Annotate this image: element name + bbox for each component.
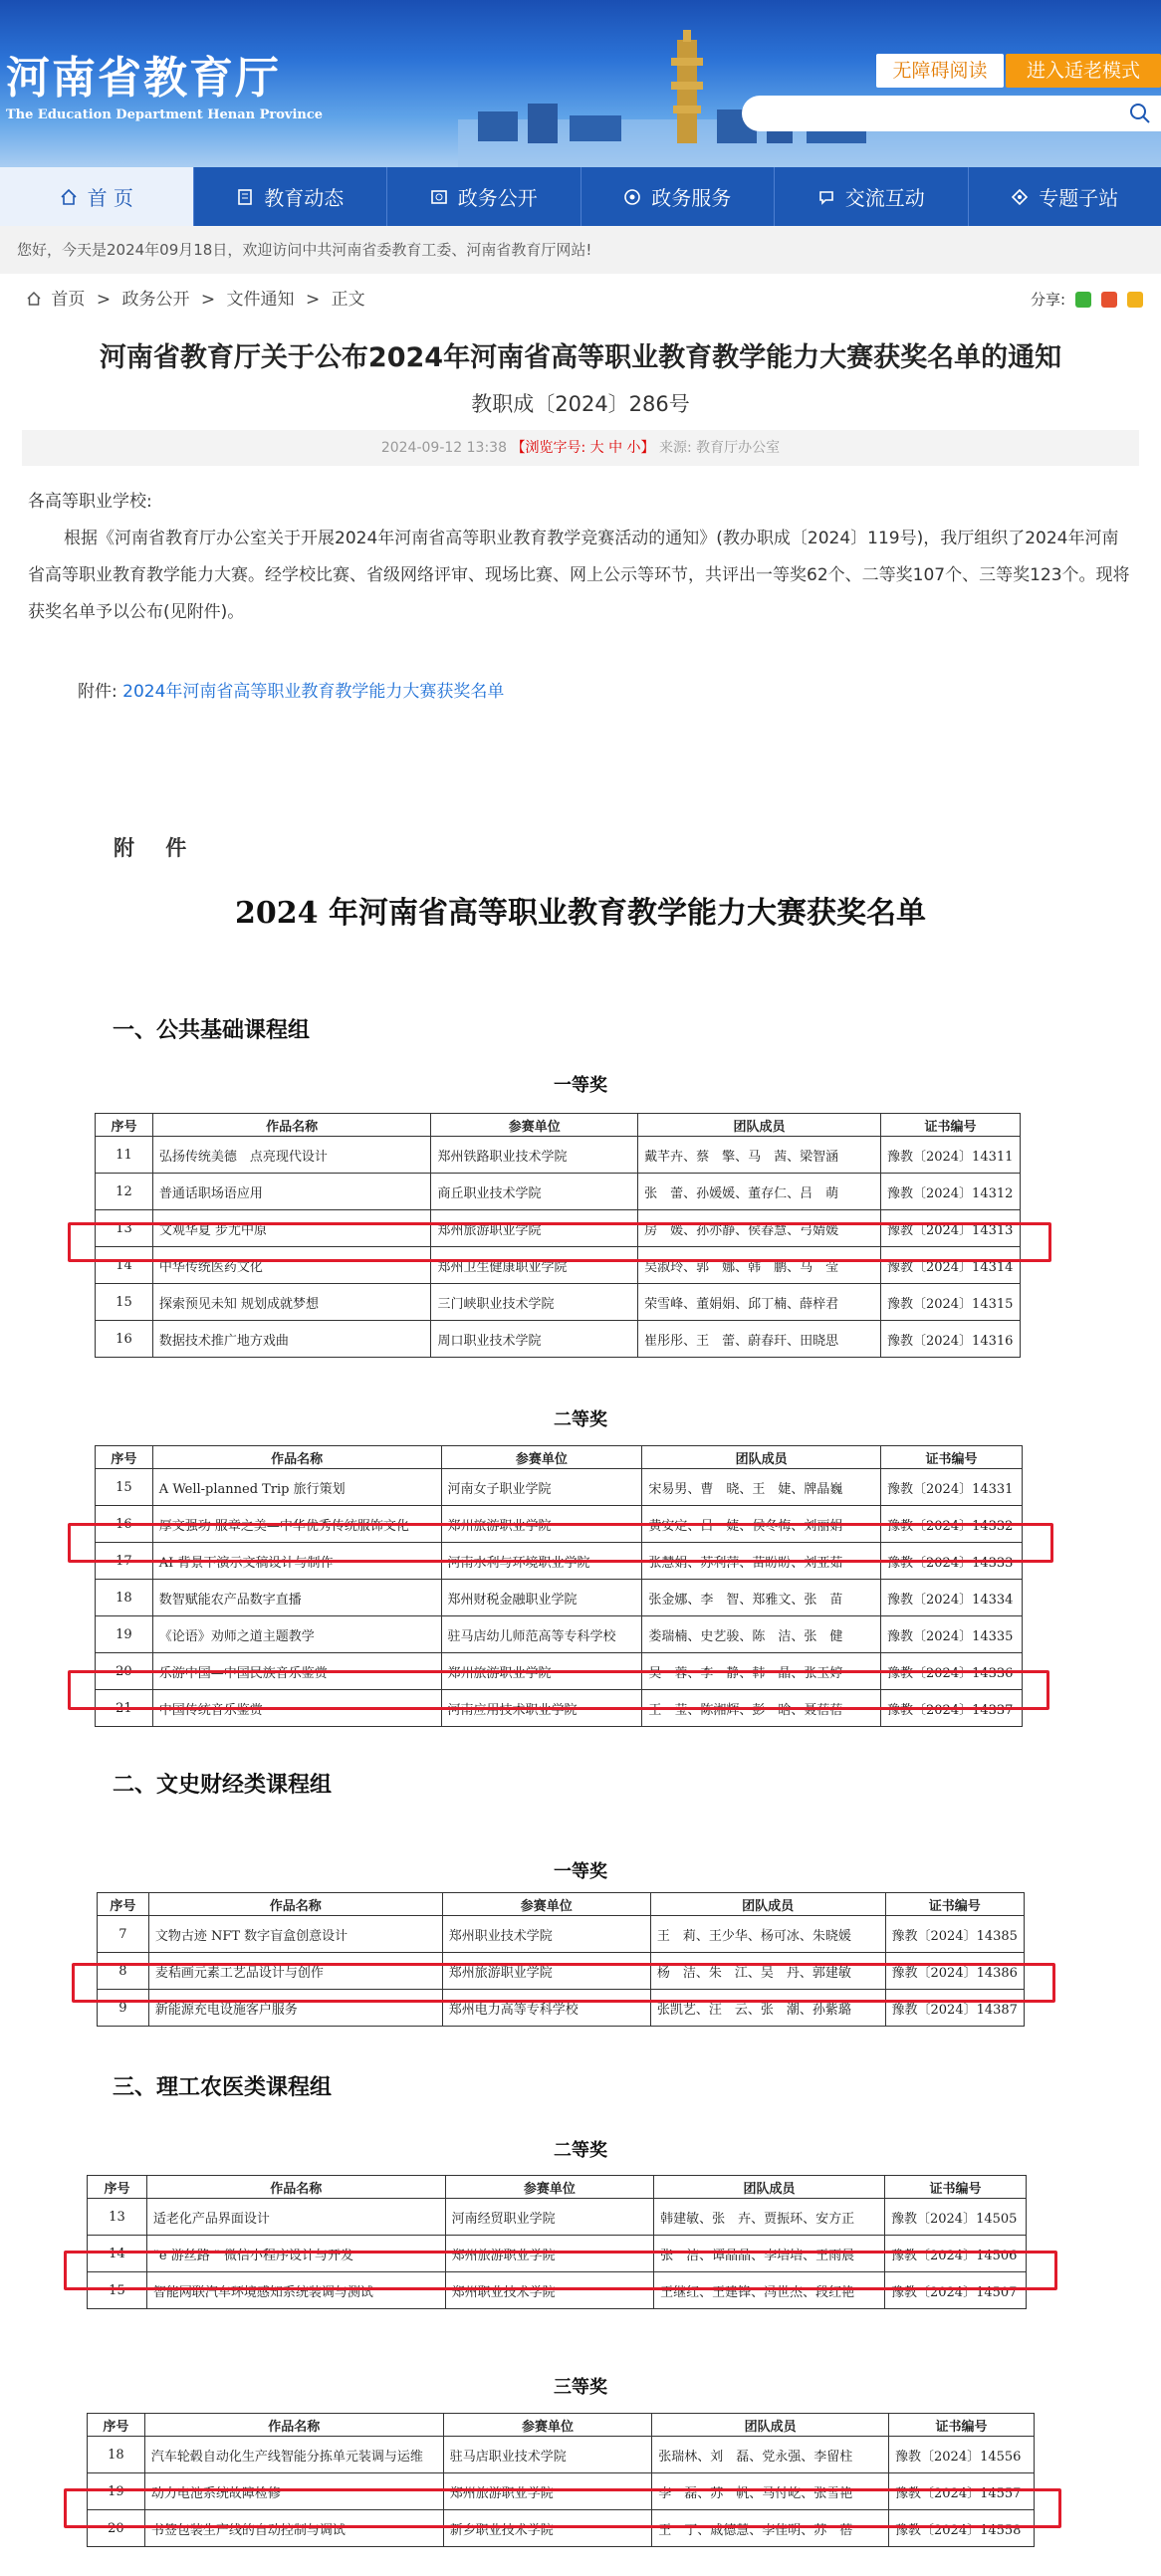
certificate-number: 豫教〔2024〕14312 <box>880 1174 1020 1210</box>
col-header: 证书编号 <box>880 1114 1020 1137</box>
work-title: 书签包装生产线的自动控制与调试 <box>144 2510 443 2547</box>
col-header: 序号 <box>96 1114 153 1137</box>
row-number: 21 <box>96 1690 153 1727</box>
institution: 郑州旅游职业学院 <box>445 2236 654 2272</box>
certificate-number: 豫教〔2024〕14336 <box>881 1653 1023 1690</box>
institution: 商丘职业技术学院 <box>431 1174 638 1210</box>
certificate-number: 豫教〔2024〕14337 <box>881 1690 1023 1727</box>
nav-label: 政务公开 <box>457 186 538 210</box>
section-title: 一、公共基础课程组 <box>113 1018 311 1043</box>
institution: 驻马店幼儿师范高等专科学校 <box>441 1616 642 1653</box>
team-members: 宋易男、曹 晓、王 婕、牌晶巍 <box>642 1469 881 1506</box>
team-members: 王 莉、王少华、杨可冰、朱晓媛 <box>650 1916 885 1953</box>
team-members: 吴 蓉、李 静、韩 晶、张玉婷 <box>642 1653 881 1690</box>
certificate-number: 豫教〔2024〕14385 <box>885 1916 1025 1953</box>
col-header: 作品名称 <box>152 1114 431 1137</box>
row-number: 15 <box>96 1284 153 1321</box>
certificate-number: 豫教〔2024〕14335 <box>881 1616 1023 1653</box>
work-title: 中国传统音乐鉴赏 <box>152 1690 441 1727</box>
row-number: 11 <box>96 1137 153 1174</box>
table-row <box>96 1469 1023 1506</box>
table-row <box>96 1616 1023 1653</box>
nav-topic-sites[interactable] <box>969 167 1161 226</box>
chat-icon <box>817 188 835 206</box>
row-number: 13 <box>88 2199 147 2236</box>
nav-home[interactable] <box>0 167 194 226</box>
work-title: AI 背景下演示文稿设计与制作 <box>152 1543 441 1580</box>
nav-gov-service[interactable] <box>581 167 776 226</box>
table-row <box>96 1284 1021 1321</box>
work-title: 数智赋能农产品数字直播 <box>152 1580 441 1616</box>
col-header: 参赛单位 <box>441 1446 642 1469</box>
certificate-number: 豫教〔2024〕14332 <box>881 1506 1023 1543</box>
institution: 郑州旅游职业学院 <box>431 1210 638 1247</box>
col-header: 参赛单位 <box>442 1893 650 1916</box>
certificate-number: 豫教〔2024〕14557 <box>889 2473 1035 2510</box>
col-header: 团队成员 <box>642 1446 881 1469</box>
work-title: 探索预见未知 规划成就梦想 <box>152 1284 431 1321</box>
breadcrumb-home[interactable]: 首页 <box>51 290 86 310</box>
share-bar <box>1031 274 1149 325</box>
team-members: 房 媛、孙亦静、侯春慧、弓婧媛 <box>638 1210 881 1247</box>
team-members: 王 莹、陈湘辉、彭 晗、聂蓓蓓 <box>642 1690 881 1727</box>
site-logo-subtitle: The Education Department Henan Province <box>6 107 324 122</box>
highlight-box <box>68 1222 1051 1262</box>
nav-label: 教育动态 <box>264 186 345 210</box>
institution: 郑州铁路职业技术学院 <box>431 1137 638 1174</box>
row-number: 20 <box>88 2510 145 2547</box>
team-members: 王 丁、戚德慧、李佳明、苏 蓓 <box>652 2510 889 2547</box>
team-members: 崔彤彤、王 蕾、蔚春玕、田晓思 <box>638 1321 881 1358</box>
institution: 郑州职业技术学院 <box>445 2272 654 2309</box>
col-header: 证书编号 <box>884 2176 1026 2199</box>
team-members: 王继红、王建锋、冯世杰、段红艳 <box>654 2272 885 2309</box>
nav-label: 首 页 <box>87 186 133 210</box>
nav-label: 专题子站 <box>1039 186 1119 210</box>
search-input[interactable] <box>742 96 1100 131</box>
accessible-reading-button[interactable]: 无障碍阅读 <box>876 54 1004 88</box>
document-number: 教职成〔2024〕286号 <box>471 392 690 416</box>
work-title: 数据技术推广地方戏曲 <box>152 1321 431 1358</box>
breadcrumb-separator: > <box>200 290 216 310</box>
certificate-number: 豫教〔2024〕14311 <box>880 1137 1020 1174</box>
section-title: 二、文史财经类课程组 <box>113 1773 333 1798</box>
row-number: 13 <box>96 1210 153 1247</box>
work-title: 文物古迹 NFT 数字盲盒创意设计 <box>148 1916 442 1953</box>
share-label: 分享: <box>1030 291 1065 309</box>
publish-date: 2024-09-12 13:38 <box>380 440 507 456</box>
row-number: 19 <box>88 2473 145 2510</box>
breadcrumb <box>0 274 1161 325</box>
nav-gov-affairs[interactable] <box>387 167 581 226</box>
row-number: 16 <box>96 1506 153 1543</box>
table-row <box>88 2199 1027 2236</box>
prize-heading: 三等奖 <box>554 2377 607 2398</box>
certificate-number: 豫教〔2024〕14331 <box>881 1469 1023 1506</box>
row-number: 16 <box>96 1321 153 1358</box>
table-row <box>96 1174 1021 1210</box>
table-row <box>96 1321 1021 1358</box>
col-header: 参赛单位 <box>445 2176 654 2199</box>
institution: 驻马店职业技术学院 <box>443 2437 651 2473</box>
col-header: 作品名称 <box>148 1893 442 1916</box>
attachment-line <box>0 677 1161 702</box>
certificate-number: 豫教〔2024〕14314 <box>880 1247 1020 1284</box>
row-number: 19 <box>96 1616 153 1653</box>
certificate-number: 豫教〔2024〕14386 <box>885 1953 1025 1990</box>
search-bar[interactable] <box>742 96 1161 131</box>
team-members: 张凯艺、汪 云、张 潮、孙紫璐 <box>650 1990 885 2027</box>
site-logo-title[interactable]: 河南省教育厅 <box>6 53 281 104</box>
certificate-number: 豫教〔2024〕14505 <box>884 2199 1026 2236</box>
work-title: 麦秸画元素工艺品设计与创作 <box>148 1953 442 1990</box>
col-header: 作品名称 <box>144 2414 443 2437</box>
table-row <box>96 1580 1023 1616</box>
breadcrumb-current: 正文 <box>331 290 365 310</box>
certificate-number: 豫教〔2024〕14316 <box>880 1321 1020 1358</box>
institution: 周口职业技术学院 <box>431 1321 638 1358</box>
section-title: 三、理工农医类课程组 <box>113 2075 333 2100</box>
attachment-title: 2024 年河南省高等职业教育教学能力大赛获奖名单 <box>235 896 926 931</box>
weibo-share-icon[interactable] <box>1101 292 1117 308</box>
home-icon <box>26 291 42 307</box>
work-title: 动力电池系统故障检修 <box>144 2473 443 2510</box>
row-number: 18 <box>88 2437 145 2473</box>
attachment-heading: 附 件 <box>114 835 199 860</box>
work-title: 普通话职场语应用 <box>152 1174 431 1210</box>
font-size-switcher[interactable]: 【浏览字号: 大 中 小】 <box>511 440 655 456</box>
breadcrumb-separator: > <box>96 290 112 310</box>
col-header: 团队成员 <box>652 2414 889 2437</box>
row-number: 14 <box>88 2236 147 2272</box>
qq-share-icon[interactable] <box>1127 292 1143 308</box>
row-number: 7 <box>98 1916 149 1953</box>
col-header: 团队成员 <box>638 1114 881 1137</box>
service-icon <box>623 188 641 206</box>
row-number: 12 <box>96 1174 153 1210</box>
work-title: 文观华夏 步尤中原 <box>152 1210 431 1247</box>
team-members: 娄瑞楠、史艺骏、陈 洁、张 健 <box>642 1616 881 1653</box>
team-members: 吴淑玲、郭 娜、韩 鹏、马 莹 <box>638 1247 881 1284</box>
col-header: 团队成员 <box>654 2176 885 2199</box>
search-icon[interactable] <box>1129 103 1151 124</box>
team-members: 韩建敏、张 卉、贾振环、安方正 <box>654 2199 885 2236</box>
work-title: 《论语》劝师之道主题教学 <box>152 1616 441 1653</box>
col-header: 证书编号 <box>889 2414 1035 2437</box>
table-row <box>98 1916 1025 1953</box>
team-members: 张 蕾、孙媛媛、董存仁、吕 萌 <box>638 1174 881 1210</box>
work-title: 新能源充电设施客户服务 <box>148 1990 442 2027</box>
institution: 河南应用技术职业学院 <box>441 1690 642 1727</box>
article-title: 河南省教育厅关于公布2024年河南省高等职业教育教学能力大赛获奖名单的通知 <box>99 342 1062 373</box>
highlight-box <box>68 1523 1053 1563</box>
team-members: 戴芊卉、蔡 擎、马 茜、梁智涵 <box>638 1137 881 1174</box>
col-header: 作品名称 <box>152 1446 441 1469</box>
breadcrumb-notices[interactable]: 文件通知 <box>226 290 295 310</box>
prize-heading: 二等奖 <box>554 1409 607 1430</box>
welcome-bar: 您好，今天是2024年09月18日，欢迎访问中共河南省委教育工委、河南省教育厅网站! <box>0 226 1161 274</box>
institution: 河南经贸职业学院 <box>445 2199 654 2236</box>
nav-label: 交流互动 <box>844 186 925 210</box>
work-title: 弘扬传统美德 点亮现代设计 <box>152 1137 431 1174</box>
col-header: 团队成员 <box>650 1893 885 1916</box>
institution: 郑州旅游职业学院 <box>441 1506 642 1543</box>
nav-education-news[interactable] <box>194 167 388 226</box>
work-title: 乐游中国—中国民族音乐鉴赏 <box>152 1653 441 1690</box>
institution: 郑州财税金融职业学院 <box>441 1580 642 1616</box>
work-title: 汽车轮毂自动化生产线智能分拣单元装调与运维 <box>144 2437 443 2473</box>
row-number: 8 <box>98 1953 149 1990</box>
col-header: 证书编号 <box>881 1446 1023 1469</box>
institution: 郑州职业技术学院 <box>442 1916 650 1953</box>
table-row <box>88 2437 1035 2473</box>
article-meta <box>22 430 1139 466</box>
work-title: 厚文强功 服章之美—中华优秀传统服饰文化 <box>152 1506 441 1543</box>
breadcrumb-separator: > <box>305 290 321 310</box>
col-header: 序号 <box>96 1446 153 1469</box>
team-members: 张金娜、李 智、郑雅文、张 苗 <box>642 1580 881 1616</box>
work-title: 适老化产品界面设计 <box>146 2199 445 2236</box>
institution: 郑州卫生健康职业学院 <box>431 1247 638 1284</box>
col-header: 参赛单位 <box>443 2414 651 2437</box>
col-header: 参赛单位 <box>431 1114 638 1137</box>
certificate-number: 豫教〔2024〕14558 <box>889 2510 1035 2547</box>
elder-mode-button[interactable]: 进入适老模式 <box>1006 54 1161 88</box>
institution: 郑州旅游职业学院 <box>441 1653 642 1690</box>
highlight-box <box>68 1670 1049 1710</box>
col-header: 序号 <box>98 1893 149 1916</box>
certificate-number: 豫教〔2024〕14315 <box>880 1284 1020 1321</box>
home-icon <box>60 188 78 206</box>
team-members: 黄安定、吕 婕、侯冬梅、刘丽娟 <box>642 1506 881 1543</box>
row-number: 15 <box>96 1469 153 1506</box>
news-icon <box>236 188 254 206</box>
team-members: 张慧娟、苏利萍、苗盼盼、刘亚茹 <box>642 1543 881 1580</box>
row-number: 9 <box>98 1990 149 2027</box>
institution: 三门峡职业技术学院 <box>431 1284 638 1321</box>
certificate-number: 豫教〔2024〕14506 <box>884 2236 1026 2272</box>
institution: 郑州旅游职业学院 <box>443 2473 651 2510</box>
team-members: 荣雪峰、董娟娟、邱丁楠、薛梓君 <box>638 1284 881 1321</box>
wechat-share-icon[interactable] <box>1075 292 1091 308</box>
col-header: 序号 <box>88 2176 147 2199</box>
work-title: A Well-planned Trip 旅行策划 <box>152 1469 441 1506</box>
highlight-box <box>72 1963 1055 2003</box>
institution: 河南女子职业学院 <box>441 1469 642 1506</box>
award-table <box>97 1892 1025 2027</box>
main-nav <box>0 167 1161 226</box>
site-icon <box>1011 188 1029 206</box>
table-row <box>96 1137 1021 1174</box>
nav-label: 政务服务 <box>651 186 732 210</box>
institution: 郑州电力高等专科学校 <box>442 1990 650 2027</box>
certificate-number: 豫教〔2024〕14334 <box>881 1580 1023 1616</box>
row-number: 18 <box>96 1580 153 1616</box>
certificate-number: 豫教〔2024〕14556 <box>889 2437 1035 2473</box>
site-header <box>0 0 1161 167</box>
certificate-number: 豫教〔2024〕14387 <box>885 1990 1025 2027</box>
attachment-link[interactable]: 2024年河南省高等职业教育教学能力大赛获奖名单 <box>122 682 505 702</box>
institution: 河南水利与环境职业学院 <box>441 1543 642 1580</box>
row-number: 14 <box>96 1247 153 1284</box>
team-members: 张 洁、谭晶晶、李培培、王雨晨 <box>654 2236 885 2272</box>
certificate-number: 豫教〔2024〕14313 <box>880 1210 1020 1247</box>
prize-heading: 二等奖 <box>554 2140 607 2161</box>
team-members: 杨 洁、朱 江、吴 丹、郭建敏 <box>650 1953 885 1990</box>
col-header: 作品名称 <box>146 2176 445 2199</box>
nav-interaction[interactable] <box>775 167 969 226</box>
certificate-number: 豫教〔2024〕14507 <box>884 2272 1026 2309</box>
highlight-box <box>64 2488 1061 2528</box>
certificate-number: 豫教〔2024〕14333 <box>881 1543 1023 1580</box>
article-source: 来源: 教育厅办公室 <box>658 440 781 456</box>
institution: 郑州旅游职业学院 <box>442 1953 650 1990</box>
team-members: 李 磊、苏 帆、马付屹、张雪艳 <box>652 2473 889 2510</box>
prize-heading: 一等奖 <box>554 1861 607 1882</box>
work-title: "e 游丝路 " 微信小程序设计与开发 <box>146 2236 445 2272</box>
team-members: 张瑞林、刘 磊、党永强、李留柱 <box>652 2437 889 2473</box>
attachment-label: 附件: <box>78 682 117 702</box>
col-header: 证书编号 <box>885 1893 1025 1916</box>
highlight-box <box>64 2251 1057 2290</box>
work-title: 智能网联汽车环境感知系统装调与测试 <box>146 2272 445 2309</box>
doc-icon <box>430 188 448 206</box>
row-number: 17 <box>96 1543 153 1580</box>
col-header: 序号 <box>88 2414 145 2437</box>
article-greeting: 各高等职业学校: <box>28 492 152 512</box>
breadcrumb-gov-affairs[interactable]: 政务公开 <box>121 290 190 310</box>
prize-heading: 一等奖 <box>554 1075 607 1096</box>
article-body: 根据《河南省教育厅办公室关于开展2024年河南省高等职业教育教学竞赛活动的通知》(教办职成〔2024〕119号)，我厅组织了2024年河南省高等职业教育教学能力大赛。经学校比赛、省级网络评审、现场比赛、网上公示等环节，共评出一等奖62个、二等奖107个、三等奖123个。现将获奖名单予以公布(见附件)。 <box>28 529 1130 622</box>
work-title: 中华传统医药文化 <box>152 1247 431 1284</box>
institution: 新乡职业技术学院 <box>443 2510 651 2547</box>
row-number: 15 <box>88 2272 147 2309</box>
row-number: 20 <box>96 1653 153 1690</box>
